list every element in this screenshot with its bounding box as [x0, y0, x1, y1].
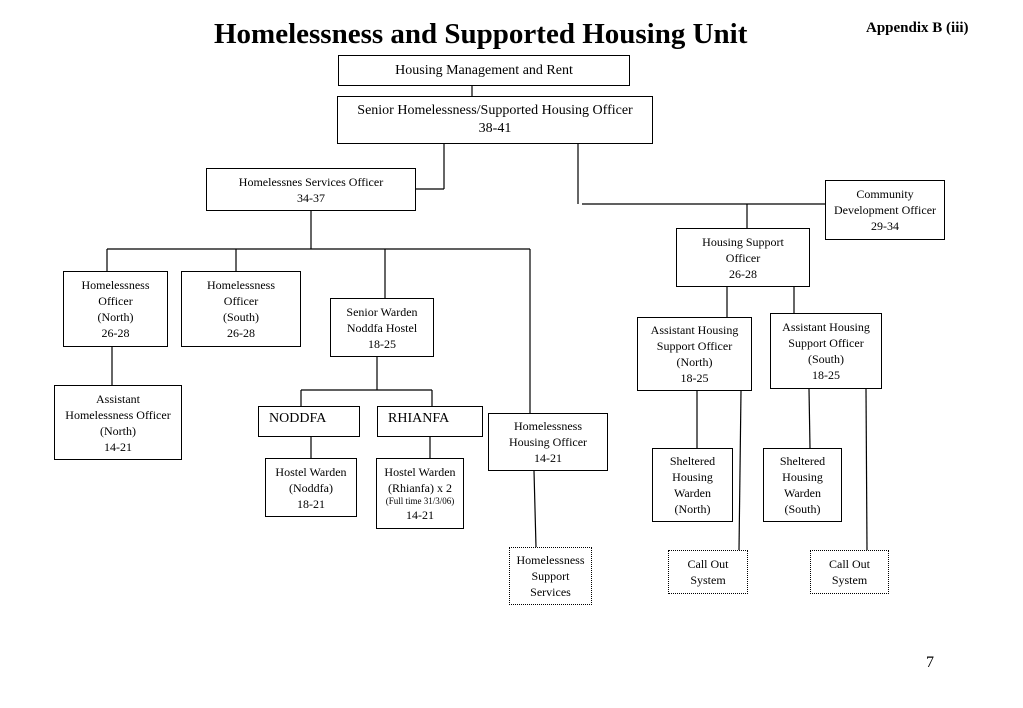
box-line: (Noddfa) [289, 480, 333, 495]
box-line: Housing Management and Rent [395, 62, 573, 78]
box-line: (South) [784, 502, 821, 516]
box-line: 26-28 [729, 266, 757, 281]
box-line: 38-41 [478, 121, 512, 136]
org-box-community-development-officer [825, 180, 945, 240]
box-line: Assistant [95, 391, 140, 406]
box-line: Noddfa Hostel [346, 320, 418, 335]
connector [809, 389, 810, 448]
box-line: (North) [674, 502, 711, 516]
box-line: Officer [725, 250, 761, 265]
org-box-housing-support-officer [676, 228, 810, 287]
org-box-call-out-system-south [810, 550, 889, 594]
box-line: 26-28 [227, 326, 255, 340]
box-line: Assistant Housing [650, 323, 739, 337]
org-box-sheltered-housing-warden-south [763, 448, 842, 522]
box-line: NODDFA [269, 411, 327, 426]
box-line: Support [531, 569, 570, 583]
org-box-call-out-system-north [668, 550, 748, 594]
box-line: Hostel Warden [384, 465, 456, 479]
box-line: Officer [98, 294, 133, 308]
box-line: Hostel Warden [275, 464, 347, 479]
box-line: Housing [672, 470, 713, 484]
box-line: System [690, 573, 726, 587]
connector [534, 471, 536, 547]
box-line: (North) [100, 423, 136, 438]
box-line: (Full time 31/3/06) [385, 496, 455, 506]
org-box-homelessness-officer-north [63, 271, 168, 347]
box-line: 18-21 [297, 496, 325, 511]
box-line: Officer [223, 294, 259, 308]
page-title: Homelessness and Supported Housing Unit [214, 18, 748, 50]
org-box-homelessness-housing-officer [488, 413, 608, 471]
box-line: 18-25 [812, 368, 840, 382]
box-line: (North) [97, 310, 134, 324]
connector [866, 389, 867, 550]
box-line: 18-25 [680, 371, 709, 385]
box-line: Services [530, 585, 571, 599]
box-line: 14-21 [104, 439, 132, 454]
box-line: 14-21 [406, 508, 434, 522]
box-line: Sheltered [779, 454, 826, 468]
org-box-assistant-homelessness-officer-north [54, 385, 182, 460]
box-line: Homelessness Officer [65, 407, 171, 422]
box-line: 29-34 [871, 219, 899, 233]
box-line: Call Out [829, 557, 870, 571]
org-box-rhianfa [377, 406, 483, 437]
org-box-noddfa [258, 406, 360, 437]
org-box-sheltered-housing-warden-north [652, 448, 733, 522]
box-line: Call Out [687, 557, 729, 571]
box-line: 34-37 [297, 190, 325, 205]
box-line: Community [856, 187, 914, 201]
box-line: (Rhianfa) x 2 [388, 481, 452, 495]
org-box-homelessness-officer-south [181, 271, 301, 347]
box-line: Homelessness [514, 419, 582, 433]
box-line: Housing [782, 470, 823, 484]
box-line: Development Officer [833, 203, 937, 217]
box-line: Warden [673, 486, 711, 500]
box-line: (South) [808, 352, 844, 366]
box-line: Homelessness [207, 278, 275, 292]
box-line: Homelessnes Services Officer [238, 174, 384, 189]
box-line: Housing Support [702, 234, 784, 249]
org-box-senior-warden-noddfa [330, 298, 434, 357]
box-line: Housing Officer [508, 435, 588, 449]
appendix-label: Appendix B (iii) [866, 20, 969, 36]
org-box-assistant-housing-support-officer-north [637, 317, 752, 391]
box-line: Sheltered [669, 454, 716, 468]
box-line: (North) [676, 355, 713, 369]
org-box-housing-management-and-rent [338, 55, 630, 86]
box-line: Senior Warden [346, 304, 418, 319]
box-line: Warden [783, 486, 821, 500]
box-line: Senior Homelessness/Supported Housing Officer [357, 103, 633, 118]
box-line: Support Officer [788, 336, 864, 350]
org-box-assistant-housing-support-officer-south [770, 313, 882, 389]
connector [739, 391, 741, 550]
page-number: 7 [926, 654, 934, 671]
org-box-hostel-warden-noddfa [265, 458, 357, 517]
box-line: System [831, 573, 868, 587]
box-line: RHIANFA [388, 411, 450, 426]
org-box-homelessness-support-services [509, 547, 592, 605]
box-line: Assistant Housing [782, 320, 870, 334]
org-box-hostel-warden-rhianfa [376, 458, 464, 529]
org-box-senior-homelessness-officer [337, 96, 653, 144]
box-line: 18-25 [368, 336, 396, 351]
box-line: (South) [223, 310, 259, 324]
box-line: Homelessness [516, 553, 585, 567]
box-line: Homelessness [81, 278, 150, 292]
box-line: 26-28 [101, 326, 130, 340]
org-box-homelessness-services-officer [206, 168, 416, 211]
box-line: 14-21 [534, 451, 562, 465]
box-line: Support Officer [656, 339, 733, 353]
